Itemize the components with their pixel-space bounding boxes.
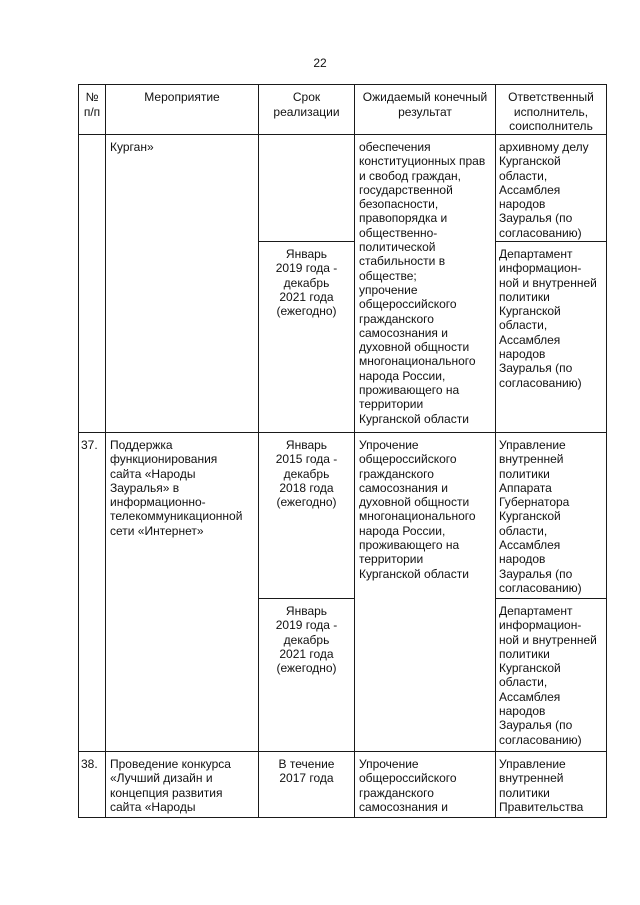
page-number: 22 [313,56,327,70]
header-responsible: Ответственный исполнитель, соисполнитель [508,90,594,133]
row-37-responsible-a: Управление внутренней политики Аппарата Губернатора Курганской области, Ассамблея народов Зауралья (по согласованию) [499,438,582,595]
row-38-responsible: Управление внутренней политики Правительства [499,757,584,814]
row-prev-result: обеспечения конституционных прав и свобод граждан, государственной безопасности, правопорядка и общественно- политической стабильности в обществе; упрочение общероссийского гражданского самосознания и духовной общности многонационального народа России, проживающего на территории Курганской области [359,140,486,426]
row-prev-responsible-b: Департамент информацион- ной и внутренней политики Курганской области, Ассамблея народов Зауралья (по согласованию) [499,247,597,390]
header-num: № п/п [83,90,101,119]
header-term: Срок реализации [273,90,340,119]
row-38-num: 38. [81,757,98,771]
row-37-term-a: Январь 2015 года - декабрь 2018 года (ежегодно) [275,438,338,510]
row-prev-event: Курган» [110,140,154,154]
header-result: Ожидаемый конечный результат [362,90,488,119]
row-38-event: Проведение конкурса «Лучший дизайн и концепция развития сайта «Народы [110,757,231,814]
row-37-responsible-b: Департамент информацион- ной и внутренней политики Курганской области, Ассамблея народов Зауралья (по согласованию) [499,604,597,747]
row-37-event: Поддержка функционирования сайта «Народы Зауралья» в информационно- телекоммуникационной сети «Интернет» [110,438,243,538]
row-38-result: Упрочение общероссийского гражданского самосознания и [359,757,457,814]
row-prev-responsible-a: архивному делу Курганской области, Ассамблея народов Зауралья (по согласованию) [499,140,589,240]
row-37-num: 37. [81,438,98,452]
row-prev-term-b: Январь 2019 года - декабрь 2021 года (ежегодно) [275,247,338,319]
header-event: Мероприятие [144,90,220,104]
row-37-result: Упрочение общероссийского гражданского самосознания и духовной общности многонационального народа России, проживающего на территории Курганской области [359,438,476,581]
row-38-term: В течение 2017 года [278,757,335,786]
row-37-term-b: Январь 2019 года - декабрь 2021 года (ежегодно) [275,604,338,676]
